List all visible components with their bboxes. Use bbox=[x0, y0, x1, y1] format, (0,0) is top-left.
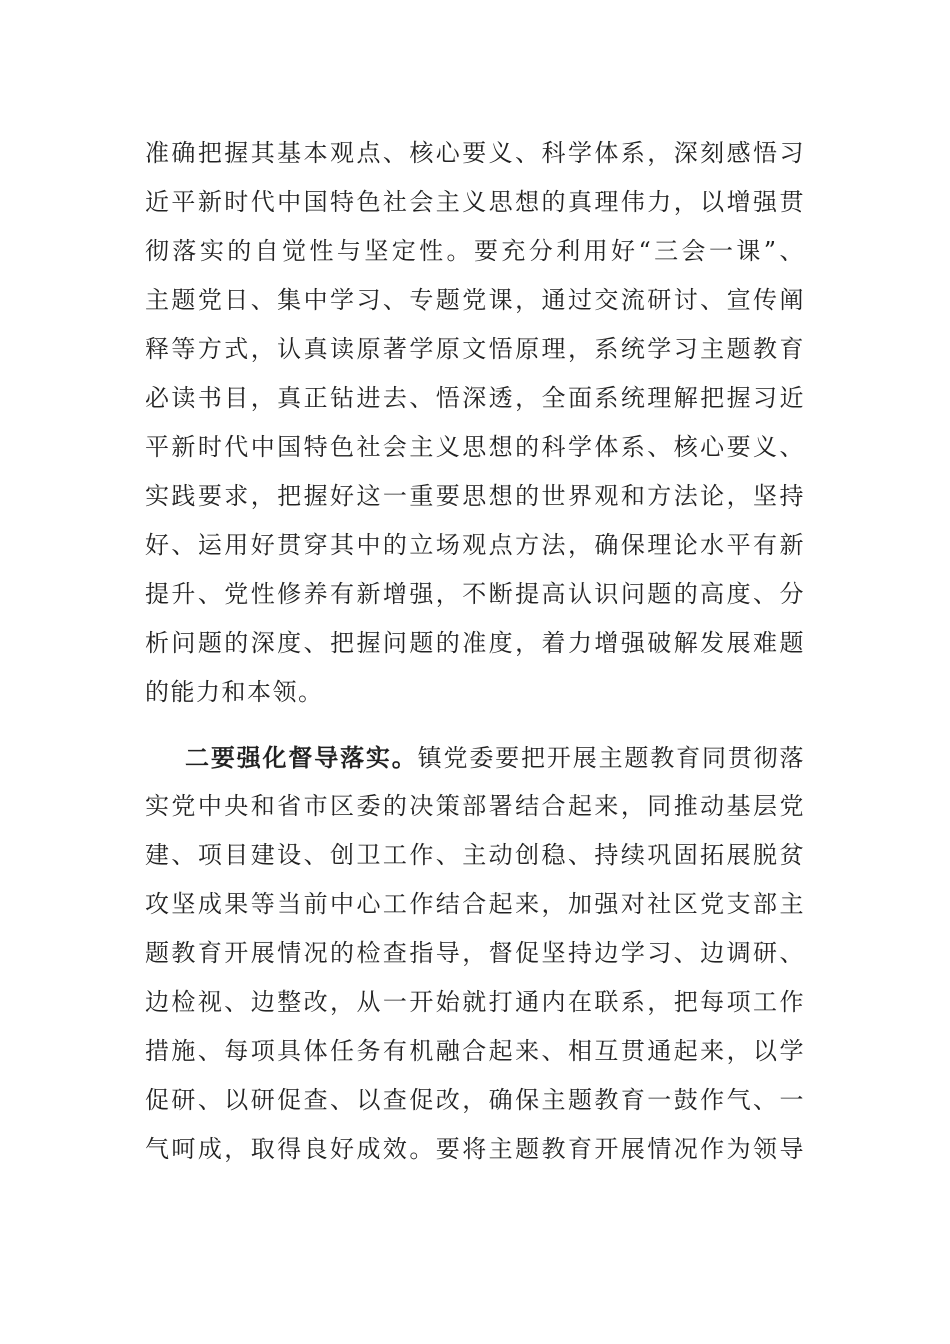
paragraph-line: 析问题的深度、把握问题的准度，着力增强破解发展难题 bbox=[145, 629, 805, 657]
paragraph-line: 平新时代中国特色社会主义思想的科学体系、核心要义、 bbox=[145, 433, 805, 461]
paragraph-line: 实党中央和省市区委的决策部署结合起来，同推动基层党 bbox=[145, 792, 805, 820]
paragraph-line-rest: 镇党委要把开展主题教育同贯彻落 bbox=[417, 744, 805, 772]
paragraph-line: 促研、以研促查、以查促改，确保主题教育一鼓作气、一 bbox=[145, 1086, 805, 1114]
paragraph-theory-study bbox=[145, 129, 805, 717]
paragraph-line: 题教育开展情况的检查指导，督促坚持边学习、边调研、 bbox=[145, 939, 805, 967]
paragraph-supervision bbox=[145, 733, 805, 1174]
paragraph-line: 提升、党性修养有新增强，不断提高认识问题的高度、分 bbox=[145, 580, 805, 608]
paragraph-first-line bbox=[145, 733, 805, 782]
paragraph-line: 实践要求，把握好这一重要思想的世界观和方法论，坚持 bbox=[145, 482, 805, 510]
paragraph-line: 的能力和本领。 bbox=[145, 678, 324, 706]
paragraph-line: 释等方式，认真读原著学原文悟原理，系统学习主题教育 bbox=[145, 335, 805, 363]
paragraph-line: 彻落实的自觉性与坚定性。要充分利用好“三会一课”、 bbox=[145, 237, 805, 265]
paragraph-line: 必读书目，真正钻进去、悟深透，全面系统理解把握习近 bbox=[145, 384, 805, 412]
paragraph-line: 准确把握其基本观点、核心要义、科学体系，深刻感悟习 bbox=[145, 139, 805, 167]
paragraph-line: 攻坚成果等当前中心工作结合起来，加强对社区党支部主 bbox=[145, 890, 805, 918]
paragraph-line: 主题党日、集中学习、专题党课，通过交流研讨、宣传阐 bbox=[145, 286, 805, 314]
paragraph-line: 近平新时代中国特色社会主义思想的真理伟力，以增强贯 bbox=[145, 188, 805, 216]
paragraph-line: 气呵成，取得良好成效。要将主题教育开展情况作为领导 bbox=[145, 1135, 805, 1163]
paragraph-line: 建、项目建设、创卫工作、主动创稳、持续巩固拓展脱贫 bbox=[145, 841, 805, 869]
paragraph-line: 好、运用好贯穿其中的立场观点方法，确保理论水平有新 bbox=[145, 531, 805, 559]
paragraph-line: 边检视、边整改，从一开始就打通内在联系，把每项工作 bbox=[145, 988, 805, 1016]
section-heading: 二要强化督导落实。 bbox=[185, 743, 418, 772]
paragraph-line: 措施、每项具体任务有机融合起来、相互贯通起来，以学 bbox=[145, 1037, 805, 1065]
